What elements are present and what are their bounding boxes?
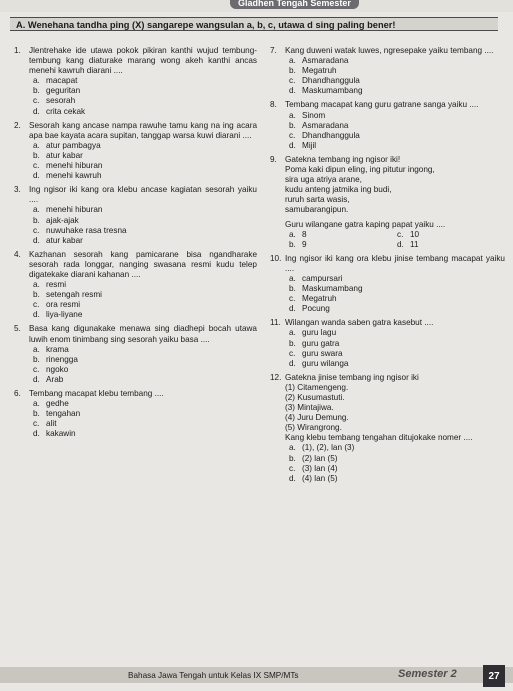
question-11 xyxy=(270,318,505,368)
option-a[interactable]: a. krama xyxy=(33,344,69,354)
question-number: 4. xyxy=(14,249,21,259)
question-10 xyxy=(270,254,505,315)
question-number: 5. xyxy=(14,324,21,334)
option-a[interactable]: a. resmi xyxy=(33,280,67,290)
option-d[interactable]: d. Maskumambang xyxy=(289,86,363,96)
option-c[interactable]: c. ora resmi xyxy=(33,300,81,310)
option-a[interactable]: a. menehi hiburan xyxy=(33,205,103,215)
option-c[interactable]: c. menehi hiburan xyxy=(33,161,103,171)
question-5 xyxy=(14,324,257,385)
option-d[interactable]: d. liya-liyane xyxy=(33,310,83,320)
option-b[interactable]: b. 9 xyxy=(289,239,307,249)
question-number: 12. xyxy=(270,372,282,382)
option-c[interactable]: c. (3) lan (4) xyxy=(289,463,338,473)
option-b[interactable]: b. Megatruh xyxy=(289,66,337,76)
book-title: Bahasa Jawa Tengah untuk Kelas IX SMP/MTs xyxy=(128,671,299,680)
question-4 xyxy=(14,250,257,321)
poem-line: sira uga atriya arane, xyxy=(285,175,362,185)
question-6 xyxy=(14,389,257,439)
right-column xyxy=(270,46,505,488)
option-b[interactable]: b. Asmaradana xyxy=(289,120,349,130)
question-text: Ing ngisor iki kang ora klebu jinise tembang macapat yaiku .... xyxy=(285,253,505,273)
poem-line: samubarangipun. xyxy=(285,205,349,215)
option-c[interactable]: c. guru swara xyxy=(289,348,343,358)
question-prompt: Guru wilangane gatra kaping papat yaiku .... xyxy=(285,219,446,229)
option-c[interactable]: c. Dhandhanggula xyxy=(289,76,360,86)
option-d[interactable]: d. menehi kawruh xyxy=(33,171,102,181)
option-b[interactable]: b. atur kabar xyxy=(33,150,83,160)
question-text: Jlentrehake ide utawa pokok pikiran kanthi wujud tembung-tembung kang diaturake marang wong akeh kanthi ancas menehi kawruh diarani .... xyxy=(29,46,257,76)
option-a[interactable]: a. Sinom xyxy=(289,110,326,120)
question-text: Kang duweni watak luwes, ngresepake yaiku tembang .... xyxy=(285,46,494,55)
question-number: 6. xyxy=(14,389,21,398)
poem-line: ruruh sarta wasis, xyxy=(285,195,350,205)
left-column xyxy=(14,46,257,443)
question-prompt: Kang klebu tembang tengahan ditujokake nomer .... xyxy=(285,433,473,443)
question-number: 11. xyxy=(270,318,281,328)
option-d[interactable]: d. Pocung xyxy=(289,304,330,314)
page-number: 27 xyxy=(483,665,505,687)
question-text: Tembang macapat klebu tembang .... xyxy=(29,389,164,398)
option-b[interactable]: b. rinengga xyxy=(33,354,78,364)
option-c[interactable]: c. alit xyxy=(33,419,57,429)
question-text: Ing ngisor iki kang ora klebu ancase kagiatan sesorah yaiku .... xyxy=(29,185,257,205)
option-a[interactable]: a. macapat xyxy=(33,76,78,86)
option-a[interactable]: a. campursari xyxy=(289,273,343,283)
question-9 xyxy=(270,155,505,250)
option-d[interactable]: d. Mijil xyxy=(289,140,317,150)
question-text: Gatekna tembang ing ngisor iki! xyxy=(285,154,401,164)
poem-line: kudu anteng jatmika ing budi, xyxy=(285,185,392,195)
question-12 xyxy=(270,373,505,484)
option-d[interactable]: d. 11 xyxy=(397,239,419,249)
option-c[interactable]: c. ngoko xyxy=(33,364,69,374)
option-b[interactable]: b. guru gatra xyxy=(289,338,340,348)
list-item: (1) Citamengeng. xyxy=(285,382,349,392)
question-text: Basa kang digunakake menawa sing diadhepi bocah utawa luwih enom tinimbang sing sesorah yaiku basa .... xyxy=(29,324,257,344)
top-bar xyxy=(0,0,513,12)
question-number: 8. xyxy=(270,100,277,110)
question-number: 9. xyxy=(270,154,277,164)
option-d[interactable]: d. Arab xyxy=(33,374,64,384)
option-a[interactable]: a. 8 xyxy=(289,229,307,239)
option-a[interactable]: a. gedhe xyxy=(33,399,69,409)
option-a[interactable]: a. (1), (2), lan (3) xyxy=(289,443,355,453)
option-b[interactable]: b. (2) lan (5) xyxy=(289,453,338,463)
list-item: (3) Mintajiwa. xyxy=(285,403,334,413)
question-7 xyxy=(270,46,505,96)
question-text: Kazhanan sesorah kang pamicarane bisa ngandharake sesorah rada longgar, nanging swasana resmi kudu telep digatekake diarani kahanan .... xyxy=(29,249,257,279)
list-item: (2) Kusumastuti. xyxy=(285,393,345,402)
question-text: Gatekna jinise tembang ing ngisor iki xyxy=(285,372,419,382)
section-instruction: A. Wenehana tandha ping (X) sangarepe wangsulan a, b, c, utawa d sing paling bener! xyxy=(10,17,498,31)
question-text: Wilangan wanda saben gatra kasebut .... xyxy=(285,318,434,328)
question-number: 1. xyxy=(14,46,21,55)
option-a[interactable]: a. guru lagu xyxy=(289,328,337,338)
option-b[interactable]: b. tengahan xyxy=(33,409,81,419)
option-b[interactable]: b. geguritan xyxy=(33,86,81,96)
header-tab: Gladhen Tengah Semester xyxy=(230,0,359,9)
question-number: 10. xyxy=(270,253,282,263)
option-c[interactable]: c. Dhandhanggula xyxy=(289,130,360,140)
question-text: Tembang macapat kang guru gatrane sanga yaiku .... xyxy=(285,100,479,110)
question-number: 2. xyxy=(14,120,21,130)
question-1 xyxy=(14,46,257,117)
question-3 xyxy=(14,185,257,246)
option-d[interactable]: d. atur kabar xyxy=(33,235,83,245)
option-b[interactable]: b. ajak-ajak xyxy=(33,215,79,225)
option-a[interactable]: a. atur pambagya xyxy=(33,140,101,150)
semester-label: Semester 2 xyxy=(398,668,457,680)
option-a[interactable]: a. Asmaradana xyxy=(289,56,349,66)
list-item: (4) Juru Demung. xyxy=(285,413,349,423)
question-8 xyxy=(270,100,505,150)
question-text: Sesorah kang ancase nampa rawuhe tamu kang na ing acara apa bae kayata acara supitan, tanggap warsa kuwi diarani .... xyxy=(29,120,257,140)
option-b[interactable]: b. Maskumambang xyxy=(289,284,363,294)
option-d[interactable]: d. kakawin xyxy=(33,429,76,439)
question-2 xyxy=(14,121,257,182)
option-b[interactable]: b. setengah resmi xyxy=(33,290,102,300)
option-c[interactable]: c. 10 xyxy=(397,229,420,239)
question-number: 3. xyxy=(14,185,21,195)
option-c[interactable]: c. nuwuhake rasa tresna xyxy=(33,225,127,235)
list-item: (5) Wirangrong. xyxy=(285,423,342,433)
poem-line: Poma kaki dipun eling, ing pitutur ingong, xyxy=(285,165,435,175)
option-d[interactable]: d. crita cekak xyxy=(33,106,86,116)
question-number: 7. xyxy=(270,46,277,55)
option-c[interactable]: c. Megatruh xyxy=(289,294,337,304)
page-footer xyxy=(0,663,513,691)
option-c[interactable]: c. sesorah xyxy=(33,96,76,106)
option-d[interactable]: d. (4) lan (5) xyxy=(289,473,338,483)
option-d[interactable]: d. guru wilanga xyxy=(289,358,349,368)
